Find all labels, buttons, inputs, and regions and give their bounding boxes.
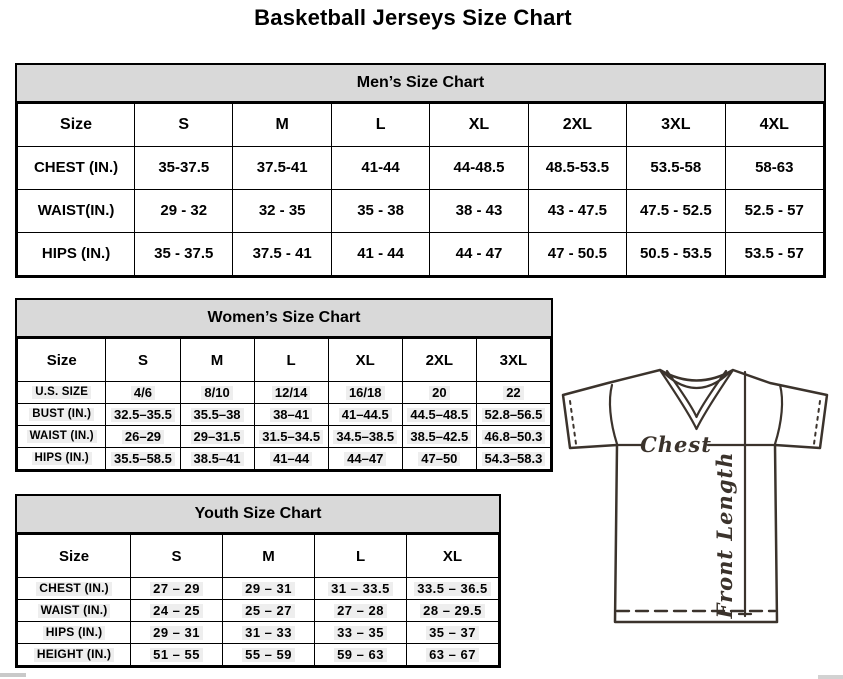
youth-size-chart bbox=[15, 494, 501, 668]
size-value: 33 – 35 bbox=[334, 626, 387, 641]
size-value: 8/10 bbox=[201, 386, 232, 401]
page-title: Basketball Jerseys Size Chart bbox=[254, 5, 572, 30]
mens-size-chart-title: Men’s Size Chart bbox=[17, 65, 824, 103]
size-cell bbox=[725, 147, 824, 190]
size-value: 20 bbox=[429, 386, 449, 401]
measurement-row bbox=[18, 622, 499, 644]
size-cell bbox=[328, 404, 402, 426]
size-cell bbox=[223, 578, 315, 600]
measurement-row bbox=[18, 426, 551, 448]
size-value: 16/18 bbox=[346, 386, 385, 401]
size-cell bbox=[106, 426, 180, 448]
size-cell bbox=[254, 382, 328, 404]
size-cell bbox=[106, 404, 180, 426]
size-value: 59 – 63 bbox=[334, 648, 387, 663]
size-cell bbox=[528, 190, 626, 233]
row-label: WAIST (IN.) bbox=[38, 604, 111, 618]
mens-table-body bbox=[18, 147, 824, 276]
front-length-label: Front Length bbox=[712, 451, 737, 619]
size-value: 58-63 bbox=[755, 159, 794, 177]
youth-size-table bbox=[17, 534, 499, 666]
size-cell bbox=[476, 404, 550, 426]
column-header-3xl: 3XL bbox=[476, 339, 550, 382]
size-cell bbox=[131, 622, 223, 644]
column-header-m: M bbox=[180, 339, 254, 382]
youth-size-chart-title: Youth Size Chart bbox=[17, 496, 499, 534]
size-value: 50.5 - 53.5 bbox=[639, 245, 712, 263]
size-cell bbox=[135, 190, 233, 233]
row-label: WAIST (IN.) bbox=[27, 430, 97, 443]
size-value: 46.8–50.3 bbox=[482, 430, 546, 445]
size-value: 37.5-41 bbox=[256, 159, 308, 177]
size-cell bbox=[430, 147, 528, 190]
row-header-cell bbox=[18, 190, 135, 233]
size-cell bbox=[407, 578, 499, 600]
size-value: 53.5-58 bbox=[650, 159, 702, 177]
measurement-row bbox=[18, 600, 499, 622]
size-cell bbox=[328, 382, 402, 404]
size-cell bbox=[528, 233, 626, 276]
column-header-xl: XL bbox=[328, 339, 402, 382]
size-value: 44-48.5 bbox=[453, 159, 505, 177]
row-header-cell bbox=[18, 644, 131, 666]
size-value: 32.5–35.5 bbox=[111, 408, 175, 423]
size-cell bbox=[407, 644, 499, 666]
size-cell bbox=[407, 622, 499, 644]
size-value: 28 – 29.5 bbox=[420, 604, 485, 619]
size-cell bbox=[407, 600, 499, 622]
column-header-s: S bbox=[106, 339, 180, 382]
size-cell bbox=[476, 382, 550, 404]
scrollbar-fragment-right[interactable] bbox=[818, 675, 843, 679]
size-cell bbox=[627, 190, 725, 233]
size-value: 29–31.5 bbox=[191, 430, 244, 445]
size-cell bbox=[254, 426, 328, 448]
row-header-cell bbox=[18, 426, 106, 448]
size-value: 12/14 bbox=[272, 386, 311, 401]
column-header-size: Size bbox=[18, 339, 106, 382]
size-value: 29 – 31 bbox=[242, 582, 295, 597]
size-value: 41-44 bbox=[361, 159, 400, 177]
size-cell bbox=[131, 578, 223, 600]
size-value: 43 - 47.5 bbox=[547, 202, 607, 220]
size-value: 38 - 43 bbox=[455, 202, 503, 220]
column-header-4xl: 4XL bbox=[725, 104, 824, 147]
column-header-m: M bbox=[223, 535, 315, 578]
size-value: 44 - 47 bbox=[455, 245, 503, 263]
size-cell bbox=[402, 382, 476, 404]
size-cell bbox=[328, 448, 402, 470]
row-label: HIPS (IN.) bbox=[32, 452, 92, 465]
size-cell bbox=[135, 233, 233, 276]
size-value: 35-37.5 bbox=[158, 159, 210, 177]
mens-size-chart bbox=[15, 63, 826, 278]
column-header-l: L bbox=[315, 535, 407, 578]
row-header-cell bbox=[18, 404, 106, 426]
size-value: 41–44 bbox=[270, 452, 312, 467]
size-cell bbox=[402, 448, 476, 470]
youth-table-header bbox=[18, 535, 499, 578]
size-cell bbox=[106, 448, 180, 470]
size-cell bbox=[180, 426, 254, 448]
size-cell bbox=[180, 404, 254, 426]
row-label: CHEST (IN.) bbox=[36, 582, 112, 596]
size-cell bbox=[402, 404, 476, 426]
size-value: 48.5-53.5 bbox=[545, 159, 610, 177]
size-cell bbox=[402, 426, 476, 448]
size-value: 38–41 bbox=[270, 408, 312, 423]
size-cell bbox=[528, 147, 626, 190]
size-value: 32 - 35 bbox=[258, 202, 306, 220]
row-label: HIPS (IN.) bbox=[43, 626, 106, 640]
header-row bbox=[18, 339, 551, 382]
jersey-measurement-diagram bbox=[556, 358, 841, 630]
measurement-row bbox=[18, 578, 499, 600]
size-cell bbox=[315, 644, 407, 666]
size-cell bbox=[315, 600, 407, 622]
row-header-cell bbox=[18, 578, 131, 600]
column-header-size: Size bbox=[18, 535, 131, 578]
size-cell bbox=[476, 426, 550, 448]
row-label: HIPS (IN.) bbox=[41, 245, 111, 263]
size-cell bbox=[476, 448, 550, 470]
size-value: 25 – 27 bbox=[242, 604, 295, 619]
jersey-outline bbox=[563, 370, 827, 622]
column-header-s: S bbox=[131, 535, 223, 578]
column-header-xl: XL bbox=[430, 104, 528, 147]
size-cell bbox=[254, 448, 328, 470]
row-label: U.S. SIZE bbox=[32, 386, 91, 399]
size-cell bbox=[331, 233, 429, 276]
size-cell bbox=[331, 190, 429, 233]
size-cell bbox=[106, 382, 180, 404]
size-cell bbox=[254, 404, 328, 426]
size-value: 38.5–41 bbox=[191, 452, 244, 467]
row-header-cell bbox=[18, 382, 106, 404]
size-cell bbox=[233, 147, 331, 190]
size-value: 54.3–58.3 bbox=[482, 452, 546, 467]
size-value: 22 bbox=[503, 386, 523, 401]
size-cell bbox=[223, 622, 315, 644]
size-value: 35 - 38 bbox=[357, 202, 404, 220]
row-header-cell bbox=[18, 448, 106, 470]
row-header-cell bbox=[18, 622, 131, 644]
size-cell bbox=[328, 426, 402, 448]
size-value: 38.5–42.5 bbox=[407, 430, 471, 445]
header-row bbox=[18, 104, 824, 147]
size-value: 29 - 32 bbox=[160, 202, 208, 220]
womens-size-chart bbox=[15, 298, 553, 472]
size-value: 47–50 bbox=[418, 452, 460, 467]
measurement-row bbox=[18, 233, 824, 276]
size-value: 34.5–38.5 bbox=[333, 430, 397, 445]
size-cell bbox=[131, 644, 223, 666]
size-value: 35.5–38 bbox=[191, 408, 244, 423]
size-value: 53.5 - 57 bbox=[744, 245, 804, 263]
size-cell bbox=[725, 233, 824, 276]
column-header-2xl: 2XL bbox=[528, 104, 626, 147]
size-value: 44–47 bbox=[344, 452, 386, 467]
size-value: 52.5 - 57 bbox=[744, 202, 804, 220]
size-value: 51 – 55 bbox=[150, 648, 203, 663]
size-value: 35.5–58.5 bbox=[111, 452, 175, 467]
size-value: 41 - 44 bbox=[357, 245, 404, 263]
column-header-l: L bbox=[331, 104, 429, 147]
size-value: 24 – 25 bbox=[150, 604, 203, 619]
measurement-row bbox=[18, 190, 824, 233]
size-cell bbox=[135, 147, 233, 190]
size-value: 55 – 59 bbox=[242, 648, 295, 663]
size-cell bbox=[233, 190, 331, 233]
size-value: 4/6 bbox=[131, 386, 155, 401]
size-value: 31 – 33.5 bbox=[328, 582, 393, 597]
row-header-cell bbox=[18, 233, 135, 276]
size-value: 47 - 50.5 bbox=[547, 245, 607, 263]
size-cell bbox=[131, 600, 223, 622]
size-value: 31 – 33 bbox=[242, 626, 295, 641]
size-cell bbox=[430, 190, 528, 233]
size-value: 35 - 37.5 bbox=[154, 245, 214, 263]
row-label: HEIGHT (IN.) bbox=[34, 648, 114, 662]
measurement-row bbox=[18, 448, 551, 470]
chest-label: Chest bbox=[640, 432, 712, 457]
size-cell bbox=[315, 578, 407, 600]
column-header-size: Size bbox=[18, 104, 135, 147]
column-header-l: L bbox=[254, 339, 328, 382]
measurement-row bbox=[18, 382, 551, 404]
size-cell bbox=[725, 190, 824, 233]
mens-table-header bbox=[18, 104, 824, 147]
size-cell bbox=[627, 233, 725, 276]
size-cell bbox=[223, 644, 315, 666]
size-value: 41–44.5 bbox=[339, 408, 392, 423]
size-value: 33.5 – 36.5 bbox=[414, 582, 491, 597]
womens-size-chart-title: Women’s Size Chart bbox=[17, 300, 551, 338]
column-header-xl: XL bbox=[407, 535, 499, 578]
size-value: 47.5 - 52.5 bbox=[639, 202, 712, 220]
row-label: BUST (IN.) bbox=[29, 408, 94, 421]
size-value: 35 – 37 bbox=[426, 626, 479, 641]
size-value: 63 – 67 bbox=[426, 648, 479, 663]
youth-table-body bbox=[18, 578, 499, 666]
size-value: 29 – 31 bbox=[150, 626, 203, 641]
measurement-row bbox=[18, 404, 551, 426]
row-header-cell bbox=[18, 147, 135, 190]
size-value: 31.5–34.5 bbox=[259, 430, 323, 445]
measurement-row bbox=[18, 147, 824, 190]
size-cell bbox=[315, 622, 407, 644]
size-value: 27 – 28 bbox=[334, 604, 387, 619]
womens-table-body bbox=[18, 382, 551, 470]
column-header-m: M bbox=[233, 104, 331, 147]
measurement-row bbox=[18, 644, 499, 666]
size-value: 27 – 29 bbox=[150, 582, 203, 597]
row-label: CHEST (IN.) bbox=[33, 159, 119, 177]
size-value: 52.8–56.5 bbox=[482, 408, 546, 423]
size-value: 26–29 bbox=[122, 430, 164, 445]
scrollbar-fragment-left[interactable] bbox=[0, 673, 26, 677]
womens-table-header bbox=[18, 339, 551, 382]
size-value: 37.5 - 41 bbox=[252, 245, 312, 263]
row-label: WAIST(IN.) bbox=[37, 202, 115, 220]
column-header-3xl: 3XL bbox=[627, 104, 725, 147]
column-header-s: S bbox=[135, 104, 233, 147]
header-row bbox=[18, 535, 499, 578]
womens-size-table bbox=[17, 338, 551, 470]
size-value: 44.5–48.5 bbox=[407, 408, 471, 423]
row-header-cell bbox=[18, 600, 131, 622]
size-cell bbox=[233, 233, 331, 276]
size-cell bbox=[627, 147, 725, 190]
size-cell bbox=[331, 147, 429, 190]
mens-size-table bbox=[17, 103, 824, 276]
size-cell bbox=[180, 382, 254, 404]
size-cell bbox=[430, 233, 528, 276]
size-cell bbox=[223, 600, 315, 622]
column-header-2xl: 2XL bbox=[402, 339, 476, 382]
size-cell bbox=[180, 448, 254, 470]
